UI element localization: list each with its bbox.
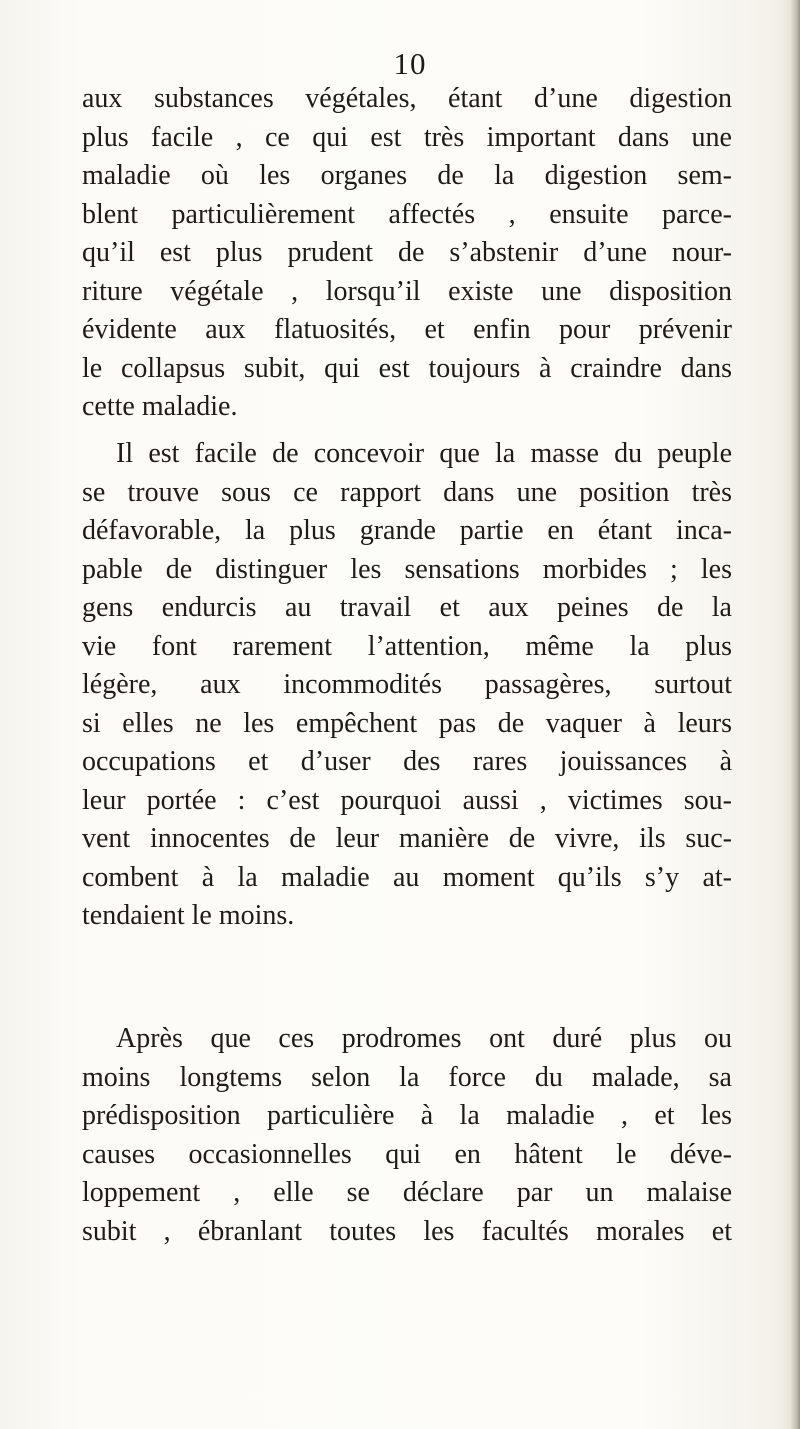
- text-line: cette maladie.: [82, 391, 238, 422]
- text-line: occupations et d’user des rares jouissances à: [82, 746, 732, 777]
- text-line: le collapsus subit, qui est toujours à craindre dans: [82, 352, 732, 384]
- text-line: vie font rarement l’attention, même la plus: [82, 630, 732, 662]
- text-line: évidente aux flatuosités, et enfin pour prévenir: [82, 314, 732, 345]
- text-line: tendaient le moins.: [82, 900, 295, 931]
- text-line: plus facile , ce qui est très important dans une: [82, 121, 732, 153]
- paragraph-2: [82, 435, 732, 936]
- text-line: aux substances végétales, étant d’une digestion: [82, 83, 732, 114]
- text-line: riture végétale , lorsqu’il existe une disposition: [82, 275, 732, 307]
- text-line: légère, aux incommodités passagères, surtout: [82, 669, 732, 700]
- text-line: prédisposition particulière à la maladie , et les: [82, 1100, 732, 1131]
- page-number: 10: [393, 46, 427, 81]
- text-line: qu’il est plus prudent de s’abstenir d’une nour-: [82, 237, 732, 268]
- text-line: subit , ébranlant toutes les facultés morales et: [82, 1215, 732, 1247]
- text-line: moins longtems selon la force du malade, sa: [82, 1061, 732, 1093]
- paragraph-3: [82, 1020, 732, 1251]
- text-line: si elles ne les empêchent pas de vaquer à leurs: [82, 707, 732, 739]
- text-line: combent à la maladie au moment qu’ils s’y at-: [82, 861, 732, 893]
- text-line: gens endurcis au travail et aux peines de la: [82, 592, 732, 623]
- text-line: Il est facile de concevoir que la masse du peuple: [116, 438, 732, 469]
- text-line: blent particulièrement affectés , ensuite parce-: [82, 198, 732, 230]
- paragraph-1: [82, 80, 732, 427]
- text-line: loppement , elle se déclare par un malaise: [82, 1177, 732, 1208]
- text-line: se trouve sous ce rapport dans une position très: [82, 476, 732, 508]
- text-line: maladie où les organes de la digestion sem-: [82, 160, 732, 191]
- text-line: pable de distinguer les sensations morbides ; les: [82, 553, 732, 585]
- text-line: Après que ces prodromes ont duré plus ou: [116, 1023, 732, 1054]
- text-line: défavorable, la plus grande partie en étant inca-: [82, 515, 732, 546]
- text-line: leur portée : c’est pourquoi aussi , victimes sou-: [82, 784, 732, 816]
- text-line: causes occasionnelles qui en hâtent le déve-: [82, 1138, 732, 1170]
- text-line: vent innocentes de leur manière de vivre, ils suc-: [82, 823, 732, 854]
- page-edge-shadow: [790, 0, 800, 1429]
